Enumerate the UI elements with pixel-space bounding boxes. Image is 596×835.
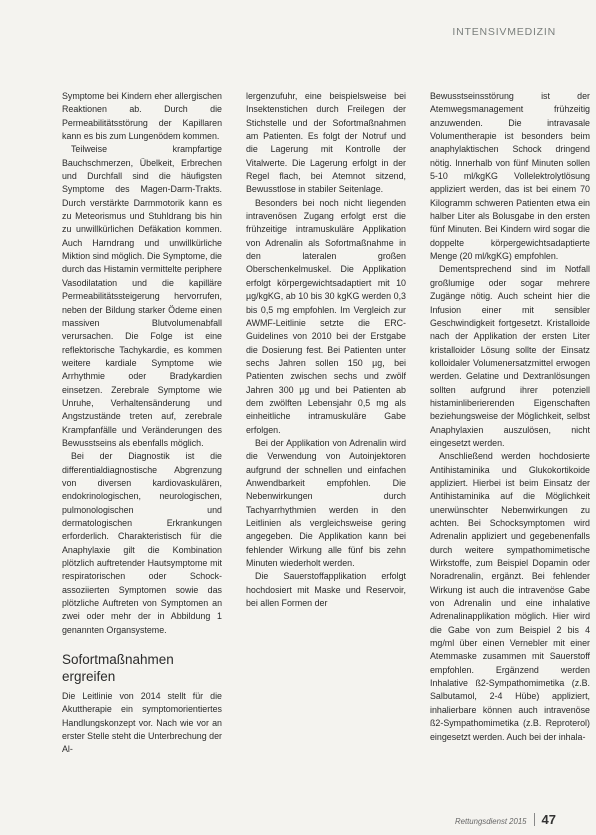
paragraph: Symptome bei Kindern eher allergischen Reaktionen ab. Durch die Permeabilitätsstörung der Kapillaren kann es bis zum Lungenödem kommen. [62,91,222,142]
page-footer [455,812,556,827]
paragraph: Besonders bei noch nicht liegenden intravenösen Zugang erfolgt erst die frühzeitige intramuskuläre Applikation von Adrenalin als Sofortmaßnahme in den lateralen großen Oberschenkelmuskel. Die Applikation erfolgt körpergewichtsadaptiert mit 10 µg/kgKG, ab 10 bis 30 kgKG werden 0,3 bis 0,5 mg empfohlen. Im Vergleich zur AWMF-Leitlinie setzte die ERC-Guidelines von 2010 bei der Erstgabe die Dosierung fest. Bei Patienten unter sechs Jahren sollen 150 µg, bei Patienten zwischen sechs und zwölf Jahren 300 µg und bei Patienten ab dem zwölften Lebensjahr 0,5 mg als einheitliche intramuskuläre Gabe erfolgen. [246,197,406,435]
page-number: 47 [541,812,556,827]
paragraph: Bei der Applikation von Adrenalin wird die Verwendung von Autoinjektoren aufgrund der schnellen und einfachen Anwendbarkeit empfohlen. Die Nebenwirkungen durch Tachyarrhythmien werden in den Leitlinien als vergleichsweise gering angegeben. Die Applikation kann bei fehlender Wirkung alle fünf bis zehn Minuten wiederholt werden. [246,437,406,569]
paragraph: Dementsprechend sind im Notfall großlumige oder sogar mehrere Zugänge nötig. Auch scheint hier die Infusion einer mit sensibler Geschwindigkeit fortgesetzt. Kristalloide nach der Applikation der ersten Liter kristalloider Lösung sollte der Einsatz kolloidaler Volumenersatzmittel erwogen werden. Gelatine und Dextranlösungen sollten aufgrund ihrer potenziell histaminliberierenden Eigenschaften beziehungsweise der Möglichkeit, selbst Anaphylaxien auszulösen, nicht eingesetzt werden. [430,264,590,448]
text-column-2 [246,90,406,610]
section-heading: Sofortmaßnahmen ergreifen [62,652,174,685]
paragraph: lergenzufuhr, eine beispielsweise bei Insektenstichen durch Freilegen der Stichstelle und der Sofortmaßnahmen am Patienten. Es folgt der Notruf und die Lagerung mit Kontrolle der Vitalwerte. Die Lagerung erfolgt in der Regel flach, bei Atemnot sitzend, Bewusstlose in stabiler Seitenlage. [246,91,406,195]
magazine-name: Rettungsdienst 2015 [455,817,527,826]
footer-divider [534,813,535,826]
paragraph: Die Leitlinie von 2014 stellt für die Akuttherapie ein symptomorientiertes Handlungskonzept vor. Nach wie vor an erster Stelle steht die Unterbrechung der Al- [62,691,222,755]
paragraph: Teilweise krampfartige Bauchschmerzen, Übelkeit, Erbrechen und Durchfall sind die häufigsten Symptome des Magen-Darm-Trakts. Durch verstärkte Darmmotorik kann es zu Meteorismus und Stuhldrang bis hin zu unwillkürlichen Defäkation kommen. Auch Harndrang und unwillkürliche Miktion sind möglich. Die Symptome, die durch das Histamin vermittelte periphere Vasodilatation und die kapilläre Permeabilitätssteigerung hervorrufen, neben der Bildung starker Ödeme einen massiven Blutvolumenabfall verursachen. Die Folge ist eine reflektorische Tachykardie, es kommen weitere kardiale Symptome wie Arrhythmie oder Bradykardien einsetzen. Zerebrale Symptome wie Unruhe, Verhaltensänderung und Angstzustände treten auf, zerebrale Krampfanfälle und Veränderungen des Bewusstseins als ebenfalls möglich. [62,144,222,448]
paragraph: Bewusstseinsstörung ist der Atemwegsmanagement frühzeitig anzuwenden. Die intravasale Volumentherapie ist besonders beim anaphylaktischen Schock dringend nötig. Innerhalb von fünf Minuten sollen 5-10 ml/kgKG Vollelektrolytlösung appliziert werden, das ist bei einem 70 Kilogramm schweren Patienten etwa ein halber Liter als Bolusgabe in den ersten fünf Minuten. Bei Kindern wird sogar die doppelte körpergewichtsadaptierte Menge (20 ml/kgKG) empfohlen. [430,91,590,262]
paragraph: Anschließend werden hochdosierte Antihistaminika und Glukokortikoide appliziert. Hierbei ist beim Einsatz der Antihistaminika auf die Möglichkeit unerwünschter Nebenwirkungen zu achten. Bei Schocksymptomen wird Adrenalin appliziert und gegebenenfalls durch weitere sympathomimetische Wirkstoffe, zum Beispiel Dopamin oder Noradrenalin, ergänzt. Bei fehlender Wirkung ist auch die intravenöse Gabe von Adrenalin und eine inhalative Adrenalinapplikation möglich. Hier wird die Gabe von zum Beispiel 2 bis 4 mg/ml über einen Vernebler mit einer Atemmaske zusammen mit Sauerstoff empfohlen. Ergänzend werden Inhalative ß2-Sympathomimetika (z.B. Salbutamol, 2-4 Hübe) appliziert, inhalierbare können auch intravenöse ß2-Sympathomimetika (z.B. Reproterol) eingesetzt werden. Auch bei der inhala- [430,451,590,742]
text-column-3 [430,90,590,744]
paragraph: Bei der Diagnostik ist die differentialdiagnostische Abgrenzung von diversen kardiovaskulären, endokrinologischen, neurologischen, pulmonologischen und dermatologischen Erkrankungen erforderlich. Charakteristisch für die Anaphylaxie gilt die Kombination plötzlich auftretender Hautsymptome mit respiratorischen oder Schock-assoziierten Symptomen sowie das plötzliche Auftreten von Symptomen an zwei oder mehr der in Abbildung 1 genannten Organsysteme. [62,451,222,635]
text-column-1 [62,90,222,757]
paragraph: Die Sauerstoffapplikation erfolgt hochdosiert mit Maske und Reservoir, bei allen Formen der [246,571,406,609]
section-header: INTENSIVMEDIZIN [452,26,556,38]
